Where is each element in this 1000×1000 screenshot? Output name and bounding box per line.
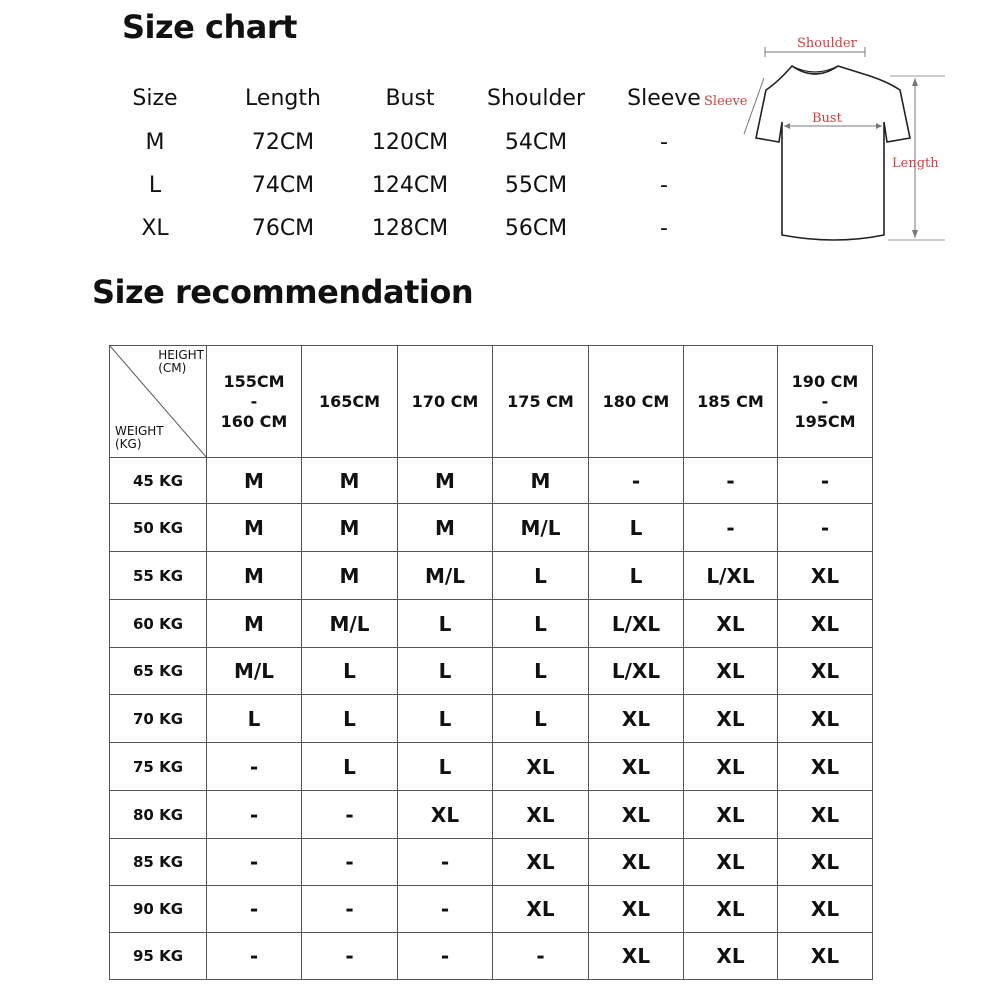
sleeve-label: Sleeve xyxy=(704,94,748,109)
height-header: 170 CM xyxy=(398,346,493,458)
height-header: 155CM - 160 CM xyxy=(207,346,302,458)
size-cell: M xyxy=(398,504,493,552)
size-cell: XL xyxy=(778,933,873,980)
size-cell: L/XL xyxy=(589,600,684,648)
size-cell: - xyxy=(684,504,778,552)
weight-label: 80 KG xyxy=(110,791,207,839)
size-cell: XL xyxy=(778,552,873,600)
weight-label: 95 KG xyxy=(110,933,207,980)
size-cell: - xyxy=(398,839,493,886)
size-recommendation-title: Size recommendation xyxy=(92,273,474,311)
size-chart-header: Sleeve xyxy=(627,86,701,111)
size-cell: L xyxy=(398,743,493,791)
size-chart-cell: - xyxy=(660,130,668,155)
size-cell: XL xyxy=(684,600,778,648)
size-chart-cell: 128CM xyxy=(371,216,449,241)
size-cell: M/L xyxy=(493,504,589,552)
size-chart-cell: 54CM xyxy=(504,130,568,155)
size-cell: XL xyxy=(684,933,778,980)
header-row xyxy=(110,346,873,458)
table-row xyxy=(110,504,873,552)
size-chart-header: Shoulder xyxy=(487,86,585,111)
table-row xyxy=(110,552,873,600)
size-chart-cell: M xyxy=(145,130,165,155)
size-cell: XL xyxy=(589,791,684,839)
tshirt-diagram xyxy=(700,30,960,250)
length-label: Length xyxy=(892,156,939,171)
size-cell: - xyxy=(207,791,302,839)
weight-label: 75 KG xyxy=(110,743,207,791)
size-chart-cell: - xyxy=(660,173,668,198)
size-cell: XL xyxy=(398,791,493,839)
size-chart-cell: 124CM xyxy=(371,173,449,198)
table-row xyxy=(110,458,873,504)
size-cell: M xyxy=(207,600,302,648)
table-row xyxy=(110,933,873,980)
size-cell: - xyxy=(207,839,302,886)
size-cell: M xyxy=(207,458,302,504)
size-cell: L xyxy=(398,648,493,695)
size-cell: XL xyxy=(589,839,684,886)
weight-label: 65 KG xyxy=(110,648,207,695)
weight-label: 45 KG xyxy=(110,458,207,504)
size-cell: - xyxy=(207,743,302,791)
size-cell: L xyxy=(302,648,398,695)
size-cell: L xyxy=(589,552,684,600)
weight-label: 50 KG xyxy=(110,504,207,552)
shoulder-label: Shoulder xyxy=(797,36,857,51)
size-cell: XL xyxy=(493,791,589,839)
size-cell: XL xyxy=(684,791,778,839)
size-cell: - xyxy=(684,458,778,504)
size-chart-cell: 72CM xyxy=(251,130,315,155)
weight-label: 55 KG xyxy=(110,552,207,600)
table-row xyxy=(110,743,873,791)
size-cell: L xyxy=(207,695,302,743)
bust-label: Bust xyxy=(812,111,842,126)
size-cell: XL xyxy=(589,933,684,980)
size-cell: L/XL xyxy=(684,552,778,600)
size-cell: L xyxy=(398,600,493,648)
size-cell: XL xyxy=(684,743,778,791)
height-header: 180 CM xyxy=(589,346,684,458)
height-axis-label: HEIGHT (CM) xyxy=(158,348,204,375)
size-cell: - xyxy=(589,458,684,504)
size-cell: XL xyxy=(493,743,589,791)
size-chart-cell: 56CM xyxy=(504,216,568,241)
table-row xyxy=(110,600,873,648)
size-cell: XL xyxy=(778,886,873,933)
size-cell: XL xyxy=(589,743,684,791)
size-cell: XL xyxy=(684,886,778,933)
size-cell: - xyxy=(778,504,873,552)
corner-cell xyxy=(110,346,207,458)
size-cell: - xyxy=(207,886,302,933)
size-cell: XL xyxy=(778,648,873,695)
size-cell: XL xyxy=(493,839,589,886)
size-cell: XL xyxy=(589,695,684,743)
size-cell: M xyxy=(302,458,398,504)
size-cell: - xyxy=(778,458,873,504)
size-chart-cell: 76CM xyxy=(251,216,315,241)
table-row xyxy=(110,839,873,886)
size-cell: M/L xyxy=(207,648,302,695)
size-cell: XL xyxy=(778,839,873,886)
weight-label: 85 KG xyxy=(110,839,207,886)
size-cell: - xyxy=(302,839,398,886)
size-cell: L xyxy=(302,695,398,743)
size-cell: XL xyxy=(778,791,873,839)
size-cell: M/L xyxy=(398,552,493,600)
size-cell: M xyxy=(302,552,398,600)
size-cell: - xyxy=(302,886,398,933)
size-cell: - xyxy=(493,933,589,980)
size-cell: M xyxy=(493,458,589,504)
size-cell: L/XL xyxy=(589,648,684,695)
size-recommendation-table xyxy=(109,345,873,980)
size-cell: M xyxy=(302,504,398,552)
height-header: 190 CM - 195CM xyxy=(778,346,873,458)
size-cell: L xyxy=(398,695,493,743)
size-cell: M xyxy=(207,504,302,552)
size-cell: XL xyxy=(684,839,778,886)
size-chart-cell: 120CM xyxy=(371,130,449,155)
table-row xyxy=(110,791,873,839)
size-cell: - xyxy=(398,933,493,980)
size-cell: XL xyxy=(589,886,684,933)
table-row xyxy=(110,695,873,743)
size-chart-cell: 74CM xyxy=(251,173,315,198)
size-cell: L xyxy=(493,695,589,743)
height-header: 185 CM xyxy=(684,346,778,458)
size-cell: L xyxy=(493,648,589,695)
size-cell: - xyxy=(207,933,302,980)
size-cell: M xyxy=(398,458,493,504)
size-cell: L xyxy=(302,743,398,791)
size-chart-title: Size chart xyxy=(122,8,297,46)
size-chart-header: Bust xyxy=(385,86,435,111)
weight-label: 60 KG xyxy=(110,600,207,648)
weight-label: 90 KG xyxy=(110,886,207,933)
size-cell: - xyxy=(302,791,398,839)
size-chart-cell: L xyxy=(148,173,162,198)
size-cell: XL xyxy=(778,695,873,743)
size-cell: XL xyxy=(684,648,778,695)
size-cell: L xyxy=(493,600,589,648)
size-chart-cell: - xyxy=(660,216,668,241)
height-header: 175 CM xyxy=(493,346,589,458)
weight-label: 70 KG xyxy=(110,695,207,743)
size-chart-header: Length xyxy=(245,86,321,111)
size-chart-cell: XL xyxy=(141,216,169,241)
size-cell: - xyxy=(302,933,398,980)
weight-axis-label: WEIGHT (KG) xyxy=(115,424,164,451)
size-cell: XL xyxy=(778,743,873,791)
size-chart-header: Size xyxy=(132,86,178,111)
height-header: 165CM xyxy=(302,346,398,458)
size-chart-cell: 55CM xyxy=(504,173,568,198)
size-cell: L xyxy=(589,504,684,552)
size-cell: L xyxy=(493,552,589,600)
size-cell: XL xyxy=(778,600,873,648)
size-cell: M/L xyxy=(302,600,398,648)
table-row xyxy=(110,648,873,695)
size-cell: XL xyxy=(684,695,778,743)
size-cell: M xyxy=(207,552,302,600)
size-cell: XL xyxy=(493,886,589,933)
size-cell: - xyxy=(398,886,493,933)
table-row xyxy=(110,886,873,933)
